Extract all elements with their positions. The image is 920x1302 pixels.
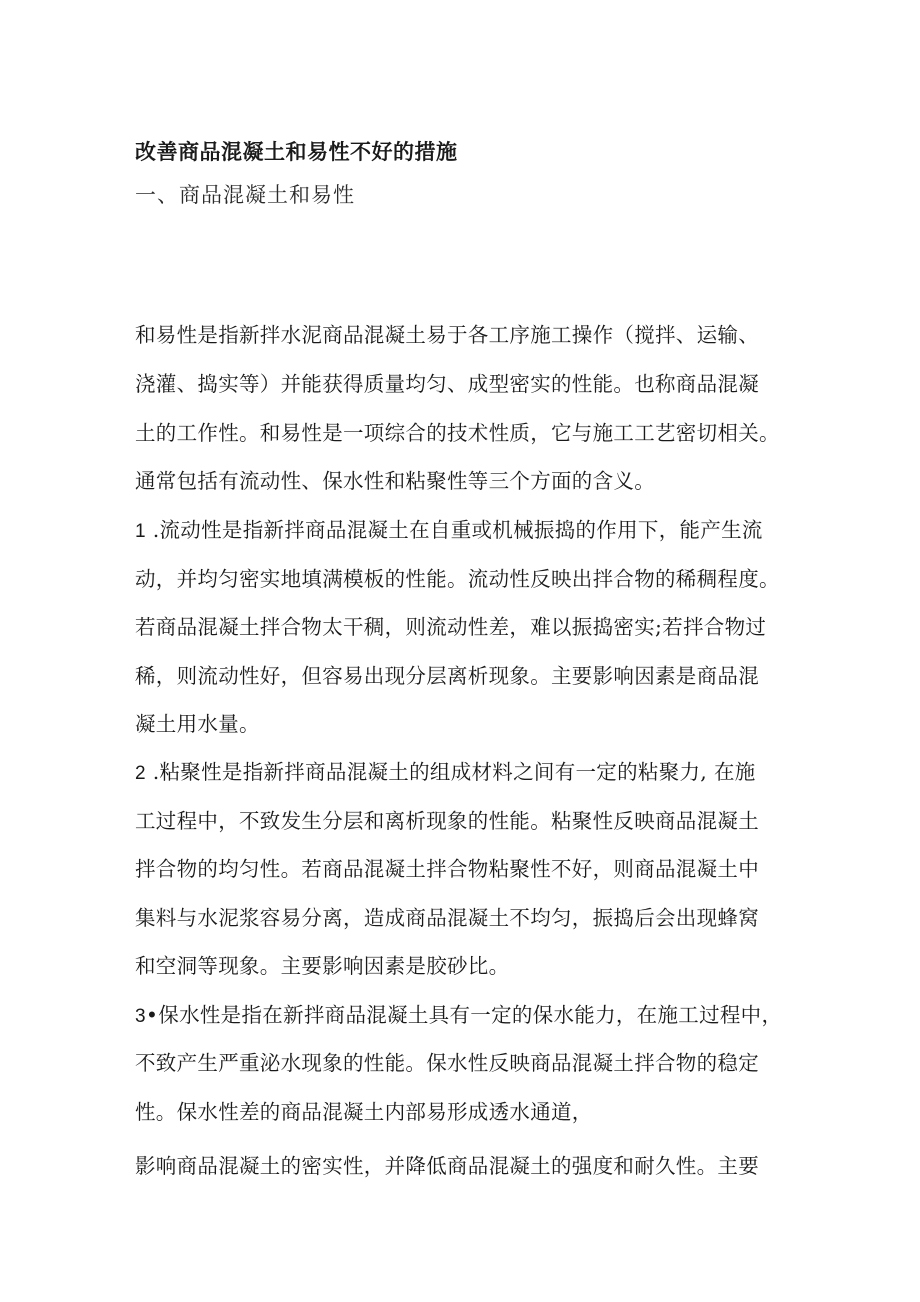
item1-line: 稀，则流动性好，但容易出现分层离析现象。主要影响因素是商品混 [135,664,759,688]
section-heading: 一、商品混凝土和易性 [135,183,355,207]
item1-line: 若商品混凝土拌合物太干稠，则流动性差，难以振捣密实;若拌合物过 [135,615,767,639]
item1-number: 1 [135,521,146,542]
continuation-line: 影响商品混凝土的密实性，并降低商品混凝土的强度和耐久性。主要 [135,1154,759,1178]
item2-line: 工过程中，不致发生分层和离析现象的性能。粘聚性反映商品混凝土 [135,809,759,833]
item1-first-line [135,513,763,543]
item3-line: 不致产生严重泌水现象的性能。保水性反映商品混凝土拌合物的稳定 [135,1051,759,1075]
item2-line: 和空洞等现象。主要影响因素是胶砂比。 [135,954,510,978]
item3-first-line [135,998,782,1028]
intro-line: 和易性是指新拌水泥商品混凝土易于各工序施工操作（搅拌、运输、 [135,323,759,347]
item2-first-line [135,755,756,785]
item2-number: 2 [135,763,146,784]
item2-text: .粘聚性是指新拌商品混凝土的组成材料之间有一定的粘聚力, 在施 [145,760,756,784]
item1-line: 凝土用水量。 [135,712,260,736]
document-title: 改善商品混凝土和易性不好的措施 [135,140,458,164]
item3-text: •保水性是指在新拌商品混凝土具有一定的保水能力，在施工过程中， [145,1003,783,1027]
item1-line: 动，并均匀密实地填满模板的性能。流动性反映出拌合物的稀稠程度。 [135,567,780,591]
item3-line: 性。保水性差的商品混凝土内部易形成透水通道， [135,1100,593,1124]
item1-text: .流动性是指新拌商品混凝土在自重或机械振捣的作用下，能产生流 [145,518,763,542]
intro-line: 土的工作性。和易性是一项综合的技术性质，它与施工工艺密切相关。 [135,421,780,445]
item2-line: 拌合物的均匀性。若商品混凝土拌合物粘聚性不好，则商品混凝土中 [135,857,759,881]
intro-line: 浇灌、捣实等）并能获得质量均匀、成型密实的性能。也称商品混凝 [135,372,759,396]
item2-line: 集料与水泥浆容易分离，造成商品混凝土不均匀，振捣后会出现蜂窝 [135,906,759,930]
intro-line: 通常包括有流动性、保水性和粘聚性等三个方面的含义。 [135,469,655,493]
item3-number: 3 [135,1006,146,1027]
